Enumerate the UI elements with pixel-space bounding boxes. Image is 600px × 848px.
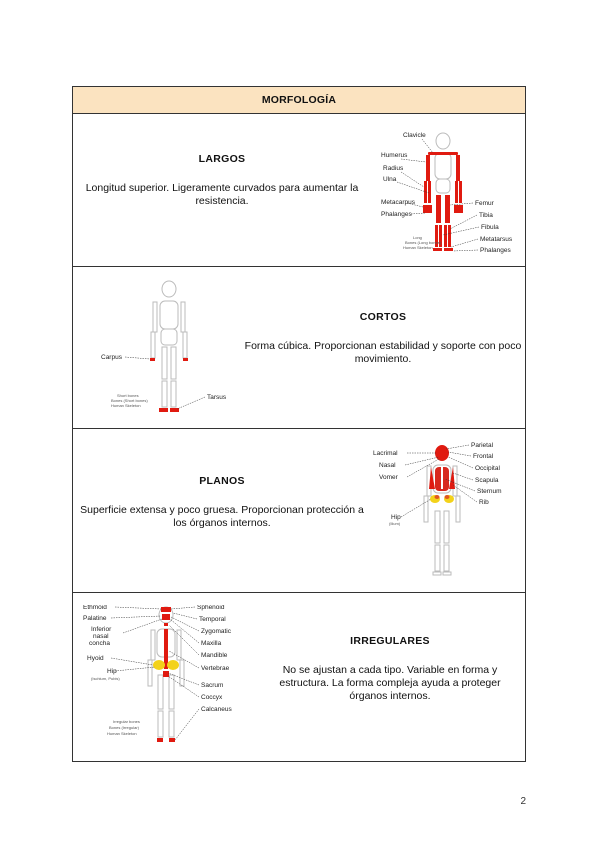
table-header: MORFOLOGÍA <box>73 87 525 114</box>
cortos-description: Forma cúbica. Proporcionan estabilidad y soporte con poco movimiento. <box>244 340 522 365</box>
svg-text:Maxilla: Maxilla <box>201 640 222 647</box>
svg-text:(Ilium): (Ilium) <box>389 521 401 526</box>
planos-description: Superficie extensa y poco gruesa. Proporcionan protección a los órganos internos. <box>80 504 364 529</box>
cortos-title: CORTOS <box>359 311 407 323</box>
svg-text:(Ischium, Pubis): (Ischium, Pubis) <box>91 676 120 681</box>
flat-bones-figure <box>371 439 523 589</box>
svg-text:nasal: nasal <box>93 633 109 640</box>
svg-text:Metacarpus: Metacarpus <box>381 199 415 206</box>
svg-text:Sphenoid: Sphenoid <box>197 605 225 611</box>
svg-text:Vertebrae: Vertebrae <box>201 665 230 672</box>
svg-text:Palatine: Palatine <box>83 615 107 622</box>
svg-text:Frontal: Frontal <box>473 453 494 460</box>
irregular-bones-figure <box>81 605 271 755</box>
svg-text:Tibia: Tibia <box>479 212 493 219</box>
svg-text:Sacrum: Sacrum <box>201 682 224 689</box>
svg-text:Temporal: Temporal <box>199 616 226 623</box>
row-planos <box>73 429 525 593</box>
svg-text:Fibula: Fibula <box>481 224 499 231</box>
svg-text:Femur: Femur <box>475 200 494 207</box>
largos-title: LARGOS <box>198 153 246 165</box>
largos-description: Longitud superior. Ligeramente curvados para aumentar la resistencia. <box>85 182 359 207</box>
planos-title: PLANOS <box>199 475 245 487</box>
svg-text:Calcaneus: Calcaneus <box>201 706 232 713</box>
svg-text:Human Skeleton: Human Skeleton <box>107 731 137 736</box>
svg-text:concha: concha <box>89 640 110 647</box>
largos-text <box>77 153 367 208</box>
svg-text:Carpus: Carpus <box>101 354 122 361</box>
svg-text:Occipital: Occipital <box>475 465 500 472</box>
svg-text:Phalanges: Phalanges <box>381 211 412 218</box>
svg-text:Bones (Irregular): Bones (Irregular) <box>109 725 140 730</box>
svg-text:Ethmoid: Ethmoid <box>83 605 107 611</box>
svg-text:Scapula: Scapula <box>475 477 499 484</box>
morphology-table <box>72 86 526 762</box>
irregulares-text <box>259 635 521 703</box>
svg-text:Metatarsus: Metatarsus <box>480 236 513 243</box>
svg-text:Long: Long <box>413 235 422 240</box>
svg-text:Clavicle: Clavicle <box>403 132 426 139</box>
row-largos <box>73 113 525 267</box>
svg-text:Coccyx: Coccyx <box>201 694 223 701</box>
svg-text:Bones (Long bones): Bones (Long bones) <box>405 240 442 245</box>
svg-text:Humerus: Humerus <box>381 152 408 159</box>
page-number: 2 <box>520 796 526 807</box>
cortos-text <box>243 311 523 366</box>
svg-text:Zygomatic: Zygomatic <box>201 628 231 635</box>
svg-text:Parietal: Parietal <box>471 442 494 449</box>
svg-text:Tarsus: Tarsus <box>207 394 227 401</box>
svg-text:Hyoid: Hyoid <box>87 655 104 662</box>
svg-text:Human Skeleton: Human Skeleton <box>403 245 433 250</box>
svg-text:Sternum: Sternum <box>477 488 502 495</box>
svg-text:Bones (Short bones): Bones (Short bones) <box>111 398 148 403</box>
svg-text:Phalanges: Phalanges <box>480 247 511 254</box>
svg-text:Lacrimal: Lacrimal <box>373 450 398 457</box>
svg-text:Irregular bones: Irregular bones <box>113 719 140 724</box>
svg-text:Vomer: Vomer <box>379 474 398 481</box>
svg-text:Hip: Hip <box>107 668 117 675</box>
short-bones-figure <box>97 275 267 425</box>
svg-text:Rib: Rib <box>479 499 489 506</box>
svg-text:Hip: Hip <box>391 514 401 521</box>
long-bones-figure <box>373 127 523 257</box>
svg-text:Short bones: Short bones <box>117 393 139 398</box>
svg-text:Radius: Radius <box>383 165 404 172</box>
svg-text:Human Skeleton: Human Skeleton <box>111 403 141 408</box>
irregulares-title: IRREGULARES <box>350 635 430 647</box>
svg-text:Nasal: Nasal <box>379 462 396 469</box>
svg-text:Inferior: Inferior <box>91 626 112 633</box>
svg-text:Ulna: Ulna <box>383 176 397 183</box>
row-irregulares <box>73 593 525 761</box>
svg-text:Mandible: Mandible <box>201 652 228 659</box>
planos-text <box>77 475 367 530</box>
irregulares-description: No se ajustan a cada tipo. Variable en forma y estructura. La forma compleja ayuda a proteger órganos internos. <box>279 664 501 702</box>
row-cortos <box>73 267 525 429</box>
